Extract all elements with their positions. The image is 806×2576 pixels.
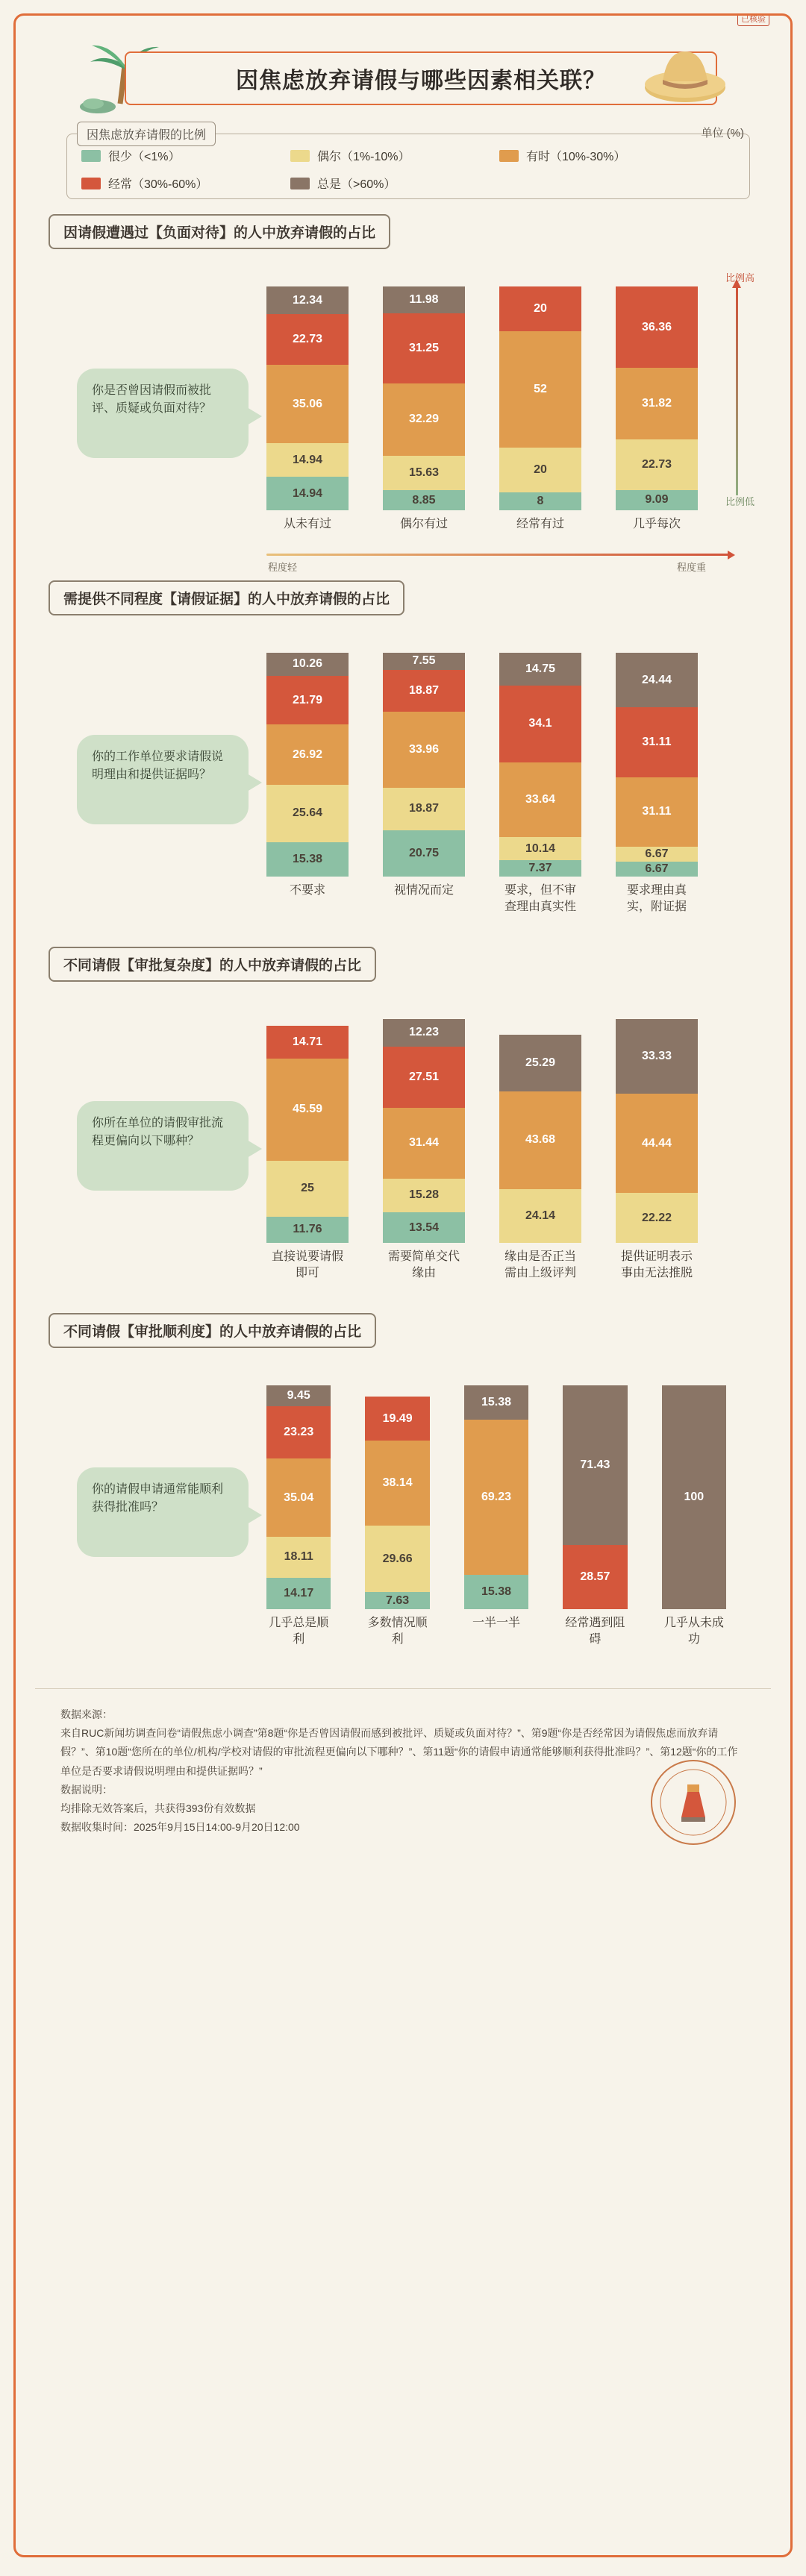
- bar-segment: 20.75: [383, 830, 465, 877]
- stacked-bar: [464, 1385, 528, 1609]
- ratio-axis: [736, 286, 738, 495]
- bar-segment: 29.66: [365, 1526, 429, 1592]
- x-axis-label: 多数情况顺利: [367, 1617, 428, 1646]
- bar-segment: 33.96: [383, 712, 465, 788]
- header: [35, 28, 771, 117]
- stacked-bar: [365, 1397, 429, 1609]
- bar-segment: 15.38: [464, 1575, 528, 1609]
- x-axis-label: 不要求: [289, 884, 325, 897]
- x-axis-labels: [266, 883, 726, 915]
- bar-segment: 25.64: [266, 785, 349, 842]
- bar-segment: 14.17: [266, 1578, 331, 1610]
- x-axis-label: 提供证明表示事由无法推脱: [620, 1250, 693, 1279]
- x-axis-label: 要求，但不审查理由真实性: [504, 884, 576, 913]
- legend-label: 总是（>60%）: [317, 178, 396, 191]
- stacked-bar: [499, 286, 581, 510]
- bar-segment: 11.98: [383, 286, 465, 313]
- x-axis-label: 经常遇到阻碍: [565, 1617, 625, 1646]
- bar-segment: 26.92: [266, 724, 349, 785]
- chart-section: [35, 580, 771, 936]
- ratio-axis-low-label: 比例低: [725, 496, 755, 507]
- bar-segment: 22.73: [616, 439, 698, 490]
- footer: [35, 1688, 771, 1867]
- bar-segment: 35.04: [266, 1458, 331, 1537]
- bar-segment: 31.11: [616, 707, 698, 777]
- page-title-text: 因焦虑放弃请假与哪些因素相关联？: [236, 69, 606, 93]
- bar-segment: 12.23: [383, 1019, 465, 1047]
- bar-segment: 33.33: [616, 1019, 698, 1094]
- legend-label: 经常（30%-60%）: [108, 178, 208, 191]
- bar-segment: 22.22: [616, 1193, 698, 1243]
- bar-segment: 9.09: [616, 490, 698, 510]
- footer-note-label: 数据说明：: [60, 1783, 113, 1796]
- stacked-bar: [266, 1026, 349, 1243]
- bar-segment: 69.23: [464, 1420, 528, 1575]
- bar-segment: 24.14: [499, 1189, 581, 1243]
- bar-segment: 71.43: [563, 1385, 627, 1545]
- bar-segment: 33.64: [499, 762, 581, 838]
- bar-segment: 38.14: [365, 1441, 429, 1526]
- ratio-axis-high-label: 比例高: [725, 272, 755, 283]
- x-axis-label: 几乎总是顺利: [269, 1617, 329, 1646]
- legend-item: [499, 147, 708, 164]
- stacked-bar: [499, 653, 581, 877]
- stacked-bar: [383, 653, 465, 877]
- chart-area: [35, 257, 771, 573]
- infographic-frame: [13, 13, 793, 2557]
- bar-segment: 18.87: [383, 788, 465, 830]
- question-bubble: 你的请假申请通常能顺利获得批准吗？: [77, 1467, 249, 1557]
- bar-segment: 15.63: [383, 456, 465, 491]
- bar-segment: 12.34: [266, 286, 349, 314]
- legend-item: [290, 147, 499, 164]
- bar-segment: 31.44: [383, 1108, 465, 1178]
- section-title: 不同请假【审批复杂度】的人中放弃请假的占比: [49, 947, 376, 982]
- bar-segment: 13.54: [383, 1212, 465, 1243]
- bar-segment: 15.38: [266, 842, 349, 877]
- x-axis-label: 几乎每次: [632, 518, 681, 530]
- stacked-bar: [266, 286, 349, 510]
- bar-segment: 43.68: [499, 1091, 581, 1189]
- bar-segment: 34.1: [499, 686, 581, 762]
- bar-group: [266, 997, 726, 1243]
- legend-item: [81, 175, 290, 192]
- severity-axis: [266, 554, 729, 556]
- footer-source-label: 数据来源：: [60, 1708, 113, 1720]
- bar-segment: 14.94: [266, 477, 349, 510]
- bar-segment: 36.36: [616, 286, 698, 368]
- bar-segment: 25: [266, 1161, 349, 1217]
- page-title: [125, 51, 717, 105]
- chart-section: [35, 214, 771, 573]
- bar-segment: 18.87: [383, 670, 465, 712]
- bar-segment: 20: [499, 286, 581, 331]
- legend-swatch-sometimes: [499, 150, 519, 162]
- bar-segment: 9.45: [266, 1385, 331, 1406]
- bar-segment: 7.63: [365, 1592, 429, 1609]
- bar-segment: 10.26: [266, 653, 349, 676]
- legend-label: 有时（10%-30%）: [526, 151, 626, 163]
- legend-item: [81, 147, 290, 164]
- bar-segment: 52: [499, 331, 581, 448]
- footer-time-text: 数据收集时间：2025年9月15日14:00-9月20日12:00: [60, 1821, 300, 1834]
- stacked-bar: [383, 286, 465, 510]
- bar-segment: 15.28: [383, 1179, 465, 1213]
- legend: [35, 122, 771, 204]
- straw-hat-icon: [640, 38, 730, 113]
- section-title: 需提供不同程度【请假证据】的人中放弃请假的占比: [49, 580, 404, 615]
- legend-label: 很少（<1%）: [108, 151, 181, 163]
- bar-segment: 19.49: [365, 1397, 429, 1440]
- bar-segment: 20: [499, 448, 581, 492]
- bar-segment: 35.06: [266, 365, 349, 443]
- stacked-bar: [499, 1035, 581, 1243]
- x-axis-label: 经常有过: [516, 518, 564, 530]
- bar-segment: 6.67: [616, 847, 698, 862]
- footer-source-text: 来自RUC新闻坊调查问卷“请假焦虑小调查”第8题“你是否曾因请假而感到被批评、质疑或负面对待？”、第9题“你是否经常因为请假焦虑而放弃请假？”、第10题“您所在的单位/机构/学校对请假的审批流程更偏向以下哪种？”、第11题“你的请假申请通常能够顺利获得批准吗？”、第12题“你的工作单位是否要求请假说明理由和提供证据吗？”: [60, 1727, 738, 1777]
- x-axis-label: 偶尔有过: [399, 518, 448, 530]
- bar-segment: 7.37: [499, 860, 581, 877]
- bar-segment: 7.55: [383, 653, 465, 670]
- legend-swatch-often: [81, 178, 101, 189]
- bar-segment: 11.76: [266, 1217, 349, 1243]
- verified-badge: 已核验: [737, 13, 769, 26]
- stacked-bar: [563, 1385, 627, 1609]
- chart-area: [35, 1356, 771, 1669]
- x-axis-label: 要求理由真实，附证据: [626, 884, 687, 913]
- chart-section: [35, 1313, 771, 1669]
- legend-unit: 单位 (%): [701, 127, 744, 140]
- stacked-bar: [662, 1385, 726, 1609]
- x-axis-label: 直接说要请假即可: [271, 1250, 343, 1279]
- legend-swatch-always: [290, 178, 310, 189]
- chart-sections: [35, 214, 771, 1669]
- chart-area: [35, 623, 771, 936]
- stacked-bar: [616, 1019, 698, 1243]
- axis-note-left: 程度轻: [268, 562, 298, 573]
- studio-stamp-icon: [649, 1758, 738, 1847]
- x-axis-label: 几乎从未成功: [663, 1617, 724, 1646]
- stacked-bar: [266, 1385, 331, 1609]
- bar-segment: 14.71: [266, 1026, 349, 1059]
- legend-items: [81, 147, 738, 202]
- x-axis-label: 视情况而定: [393, 884, 454, 897]
- bar-segment: 6.67: [616, 862, 698, 877]
- chart-area: [35, 989, 771, 1303]
- bar-segment: 27.51: [383, 1047, 465, 1109]
- bar-segment: 23.23: [266, 1406, 331, 1458]
- bar-group: [266, 630, 726, 877]
- chart-section: [35, 947, 771, 1303]
- bar-segment: 32.29: [383, 383, 465, 456]
- question-bubble: 你是否曾因请假而被批评、质疑或负面对待？: [77, 369, 249, 458]
- bar-segment: 22.73: [266, 314, 349, 365]
- bar-segment: 15.38: [464, 1385, 528, 1420]
- axis-note-right: 程度重: [677, 562, 707, 573]
- x-axis-label: 缘由是否正当需由上级评判: [504, 1250, 576, 1279]
- bar-group: [266, 264, 726, 510]
- stacked-bar: [383, 1019, 465, 1243]
- section-title: 因请假遭遇过【负面对待】的人中放弃请假的占比: [49, 214, 390, 249]
- bar-segment: 21.79: [266, 676, 349, 724]
- bar-group: [266, 1363, 726, 1609]
- x-axis-label: 从未有过: [283, 518, 331, 530]
- bar-segment: 25.29: [499, 1035, 581, 1091]
- legend-item: [290, 175, 499, 192]
- legend-title: 因焦虑放弃请假的比例: [77, 122, 216, 146]
- bar-segment: 31.25: [383, 313, 465, 383]
- legend-swatch-very-low: [81, 150, 101, 162]
- bar-segment: 8.85: [383, 490, 465, 510]
- bar-segment: 8: [499, 492, 581, 510]
- stacked-bar: [616, 286, 698, 510]
- bar-segment: 44.44: [616, 1094, 698, 1193]
- bar-segment: 100: [662, 1385, 726, 1609]
- bar-segment: 18.11: [266, 1537, 331, 1577]
- bar-segment: 28.57: [563, 1545, 627, 1609]
- bar-segment: 31.82: [616, 368, 698, 439]
- legend-label: 偶尔（1%-10%）: [317, 151, 410, 163]
- bar-segment: 14.94: [266, 443, 349, 477]
- bar-segment: 31.11: [616, 777, 698, 847]
- x-axis-labels: [266, 516, 726, 533]
- stacked-bar: [266, 653, 349, 877]
- bar-segment: 10.14: [499, 837, 581, 859]
- legend-swatch-occasional: [290, 150, 310, 162]
- stacked-bar: [616, 653, 698, 877]
- section-title: 不同请假【审批顺利度】的人中放弃请假的占比: [49, 1313, 376, 1348]
- question-bubble: 你所在单位的请假审批流程更偏向以下哪种？: [77, 1101, 249, 1191]
- x-axis-labels: [266, 1615, 726, 1647]
- footer-note-text: 均排除无效答案后，共获得393份有效数据: [60, 1802, 256, 1814]
- x-axis-labels: [266, 1249, 726, 1281]
- bar-segment: 45.59: [266, 1059, 349, 1161]
- x-axis-label: 一半一半: [472, 1617, 521, 1629]
- question-bubble: 你的工作单位要求请假说明理由和提供证据吗？: [77, 735, 249, 824]
- bar-segment: 24.44: [616, 653, 698, 707]
- x-axis-label: 需要简单交代缘由: [387, 1250, 460, 1279]
- bar-segment: 14.75: [499, 653, 581, 686]
